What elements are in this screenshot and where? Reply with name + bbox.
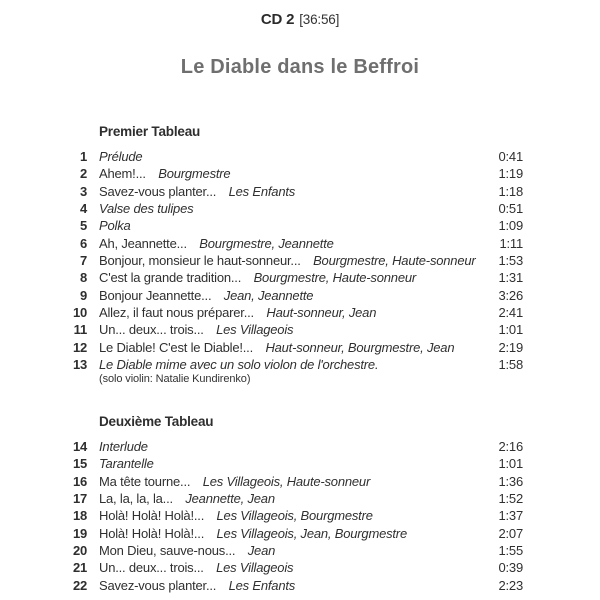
section-heading: Deuxième Tableau [99, 413, 214, 429]
track-number: 9 [79, 287, 87, 303]
track-time: 2:23 [498, 577, 523, 593]
track-number: 22 [72, 577, 87, 593]
track-title: Un... deux... trois... [99, 560, 204, 576]
track-performers: Bourgmestre, Jeannette [199, 235, 334, 251]
track-row [60, 577, 523, 594]
track-number: 10 [72, 305, 87, 321]
track-title-block [99, 304, 489, 321]
track-row [60, 559, 523, 576]
track-title-block [99, 200, 489, 217]
track-title: Ah, Jeannette... [99, 235, 187, 251]
track-time: 1:55 [498, 543, 523, 559]
cd-label: CD 2 [260, 11, 295, 28]
track-number: 15 [72, 456, 87, 472]
track-row [60, 287, 523, 304]
track-performers: Haut-sonneur, Jean [266, 305, 377, 321]
track-performers: Haut-sonneur, Bourgmestre, Jean [265, 339, 455, 355]
track-number: 11 [73, 322, 87, 338]
track-title-block [99, 507, 489, 524]
track-performers: Bourgmestre, Haute-sonneur [313, 253, 476, 269]
track-list [60, 123, 523, 594]
track-title-block [99, 217, 489, 234]
track-title: Interlude [99, 438, 148, 454]
track-time: 1:01 [498, 456, 523, 472]
track-performers: Jean, Jeannette [223, 287, 314, 303]
track-title-block [99, 269, 489, 286]
track-time: 2:19 [498, 339, 523, 355]
track-number: 4 [79, 201, 87, 217]
track-title-block [99, 165, 489, 182]
track-number: 7 [79, 253, 87, 269]
track-title-block [99, 183, 489, 200]
tableau-section [60, 413, 523, 594]
track-time: 0:41 [498, 149, 523, 164]
track-title-block [99, 287, 489, 304]
section-heading: Premier Tableau [99, 124, 201, 139]
track-title: Valse des tulipes [99, 201, 194, 217]
track-title-block [99, 235, 489, 252]
track-title-block [99, 559, 489, 576]
track-row [60, 507, 523, 524]
track-title-block [99, 473, 489, 490]
track-title-block [99, 339, 489, 356]
track-time: 3:26 [498, 287, 523, 303]
track-time: 1:01 [498, 322, 523, 338]
track-row [60, 165, 523, 182]
track-time: 1:53 [498, 253, 523, 269]
track-time: 1:18 [498, 183, 523, 199]
track-title: Mon Dieu, sauve-nous... [99, 543, 236, 559]
track-title: Holà! Holà! Holà!... [99, 508, 205, 524]
track-time: 1:52 [498, 491, 523, 506]
track-title: Allez, il faut nous préparer... [99, 305, 254, 321]
track-performers: Jean [247, 543, 276, 559]
track-row [60, 473, 523, 490]
track-time: 2:07 [498, 525, 523, 541]
track-number: 17 [72, 491, 87, 506]
page-title: Le Diable dans le Beffroi [180, 56, 420, 78]
track-number: 6 [79, 235, 87, 251]
track-title-block [99, 455, 489, 472]
track-performers: Les Villageois, Haute-sonneur [202, 473, 371, 489]
tableau-section [60, 123, 523, 387]
track-title: Ahem!... [99, 166, 146, 182]
track-performers: Les Enfants [228, 183, 296, 199]
track-number: 3 [79, 183, 87, 199]
track-title-block [99, 356, 489, 387]
track-row [60, 542, 523, 559]
track-title-block [99, 577, 489, 594]
track-row [60, 252, 523, 269]
track-title-block [99, 490, 489, 507]
track-row [60, 438, 523, 455]
track-time: 1:31 [498, 270, 523, 286]
track-title: Prélude [99, 149, 143, 164]
track-number: 13 [72, 357, 87, 373]
track-performers: Les Villageois [216, 560, 294, 576]
track-number: 21 [72, 560, 87, 576]
track-time: 1:37 [498, 508, 523, 524]
track-title: Polka [99, 218, 131, 234]
track-time: 1:19 [498, 166, 523, 182]
track-performers: Les Villageois, Jean, Bourgmestre [216, 525, 407, 541]
track-row [60, 304, 523, 321]
track-row [60, 217, 523, 234]
track-performers: Les Villageois [216, 322, 294, 338]
track-time: 1:11 [499, 235, 523, 251]
track-row [60, 148, 523, 165]
track-time: 2:41 [498, 305, 523, 321]
track-title-block [99, 252, 489, 269]
cd-header [0, 0, 600, 28]
track-row [60, 525, 523, 542]
track-performers: Les Enfants [228, 577, 296, 593]
track-row [60, 183, 523, 200]
track-title: Le Diable mime avec un solo violon de l'orchestre. [99, 357, 379, 373]
track-title: La, la, la, la... [99, 491, 173, 506]
track-time: 0:39 [498, 560, 523, 576]
cd-duration: [36:56] [299, 12, 340, 27]
track-number: 1 [79, 149, 87, 164]
track-row [60, 235, 523, 252]
track-title: Savez-vous planter... [99, 577, 217, 593]
track-number: 14 [72, 438, 87, 454]
track-time: 1:58 [498, 357, 523, 373]
track-time: 1:36 [498, 473, 523, 489]
track-row [60, 490, 523, 507]
track-title: Tarantelle [99, 456, 154, 472]
track-title-block [99, 321, 489, 338]
track-title: Savez-vous planter... [99, 183, 217, 199]
track-title-block [99, 148, 489, 165]
track-time: 1:09 [498, 218, 523, 234]
track-number: 12 [72, 339, 87, 355]
track-performers: Bourgmestre [158, 166, 231, 182]
track-row [60, 200, 523, 217]
section-rows [60, 148, 523, 387]
track-number: 5 [79, 218, 87, 234]
track-title: Ma tête tourne... [99, 473, 191, 489]
track-number: 19 [72, 525, 87, 541]
track-title-block [99, 525, 489, 542]
track-row [60, 356, 523, 387]
track-title: Bonjour Jeannette... [99, 287, 212, 303]
track-note: (solo violin: Natalie Kundirenko) [99, 373, 251, 386]
track-title: C'est la grande tradition... [99, 270, 242, 286]
track-time: 0:51 [498, 201, 523, 217]
track-row [60, 455, 523, 472]
track-number: 2 [79, 166, 87, 182]
track-number: 16 [72, 473, 87, 489]
section-rows [60, 438, 523, 594]
track-row [60, 269, 523, 286]
track-time: 2:16 [498, 438, 523, 454]
track-performers: Les Villageois, Bourgmestre [216, 508, 373, 524]
track-number: 20 [72, 543, 87, 559]
track-title: Un... deux... trois... [99, 322, 204, 338]
track-performers: Jeannette, Jean [185, 491, 275, 506]
track-performers: Bourgmestre, Haute-sonneur [253, 270, 417, 286]
track-title: Le Diable! C'est le Diable!... [99, 339, 254, 355]
track-row [60, 321, 523, 338]
track-title: Holà! Holà! Holà!... [99, 525, 205, 541]
track-title-block [99, 542, 489, 559]
track-title: Bonjour, monsieur le haut-sonneur... [99, 253, 301, 269]
track-number: 8 [79, 270, 87, 286]
track-number: 18 [72, 508, 87, 524]
track-row [60, 339, 523, 356]
track-title-block [99, 438, 489, 455]
